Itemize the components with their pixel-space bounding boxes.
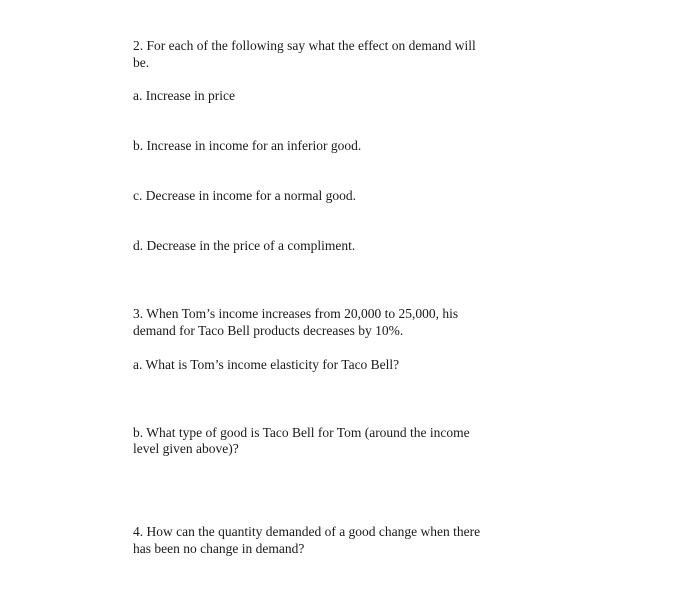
question-2-part-c: c. Decrease in income for a normal good. — [133, 188, 357, 203]
question-3-part-b-line-1: b. What type of good is Taco Bell for Tom (around the income — [133, 425, 470, 440]
question-2-prompt-line-1: 2. For each of the following say what the effect on demand will — [133, 38, 476, 53]
question-4-prompt-line-2: has been no change in demand? — [133, 541, 305, 556]
question-3-prompt-line-2: demand for Taco Bell products decreases by 10%. — [133, 323, 404, 338]
question-3-part-a: a. What is Tom’s income elasticity for Taco Bell? — [133, 357, 400, 372]
question-2-part-a: a. Increase in price — [133, 88, 235, 103]
question-2-part-b: b. Increase in income for an inferior good. — [133, 138, 362, 153]
question-3-part-b-line-2: level given above)? — [133, 441, 239, 456]
question-2-prompt-line-2: be. — [133, 55, 150, 70]
question-2-part-d: d. Decrease in the price of a compliment. — [133, 238, 356, 253]
question-4-prompt-line-1: 4. How can the quantity demanded of a good change when there — [133, 524, 481, 539]
question-3-prompt-line-1: 3. When Tom’s income increases from 20,000 to 25,000, his — [133, 306, 459, 321]
